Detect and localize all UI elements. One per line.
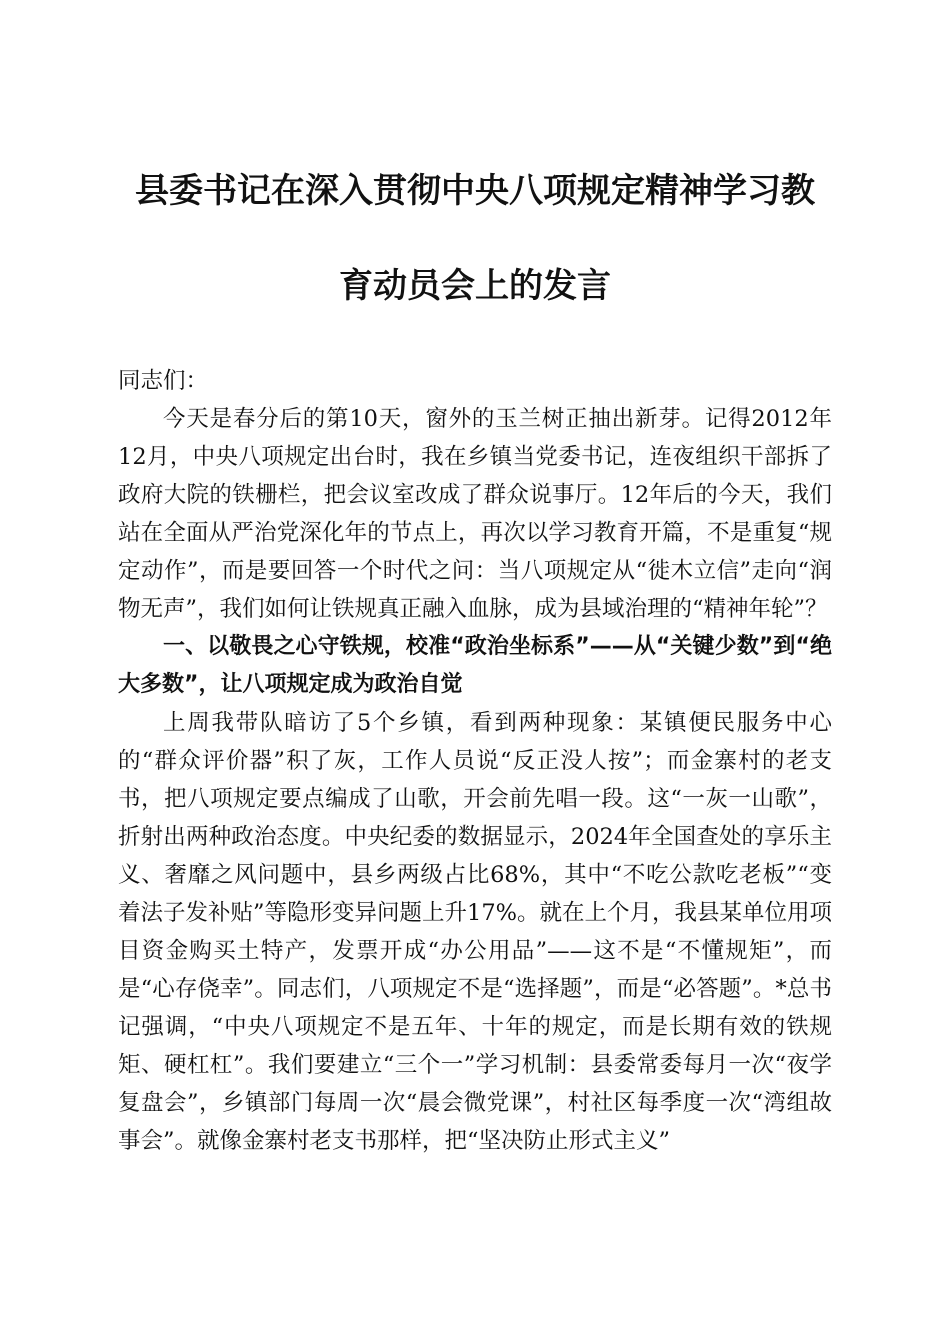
document-body	[118, 362, 832, 1160]
salutation: 同志们：	[118, 368, 209, 394]
document-title-line-1: 县委书记在深入贯彻中央八项规定精神学习教	[135, 171, 815, 211]
section-heading-1: 一、以敬畏之心守铁规，校准“政治坐标系”——从“关键少数”到“绝大多数”，让八项规定成为政治自觉	[118, 634, 832, 697]
paragraph-section-1: 上周我带队暗访了5个乡镇，看到两种现象：某镇便民服务中心的“群众评价器”积了灰，工作人员说“反正没人按”；而金寨村的老支书，把八项规定要点编成了山歌，开会前先唱一段。这“一灰一山歌”，折射出两种政治态度。中央纪委的数据显示，2024年全国查处的享乐主义、奢靡之风问题中，县乡两级占比68%，其中“不吃公款吃老板”“变着法子发补贴”等隐形变异问题上升17%。就在上个月，我县某单位用项目资金购买土特产，发票开成“办公用品”——这不是“不懂规矩”，而是“心存侥幸”。同志们，八项规定不是“选择题”，而是“必答题”。*总书记强调，“中央八项规定不是五年、十年的规定，而是长期有效的铁规矩、硬杠杠”。我们要建立“三个一”学习机制：县委常委每月一次“夜学复盘会”，乡镇部门每周一次“晨会微党课”，村社区每季度一次“湾组故事会”。就像金寨村老支书那样，把“坚决防止形式主义”	[118, 710, 833, 1154]
document-title-line-2: 育动员会上的发言	[339, 266, 611, 306]
paragraph-intro: 今天是春分后的第10天，窗外的玉兰树正抽出新芽。记得2012年12月，中央八项规定出台时，我在乡镇当党委书记，连夜组织干部拆了政府大院的铁栅栏，把会议室改成了群众说事厅。12年后的今天，我们站在全面从严治党深化年的节点上，再次以学习教育开篇，不是重复“规定动作”，而是要回答一个时代之问：当八项规定从“徙木立信”走向“润物无声”，我们如何让铁规真正融入血脉，成为县域治理的“精神年轮”？	[118, 406, 832, 622]
